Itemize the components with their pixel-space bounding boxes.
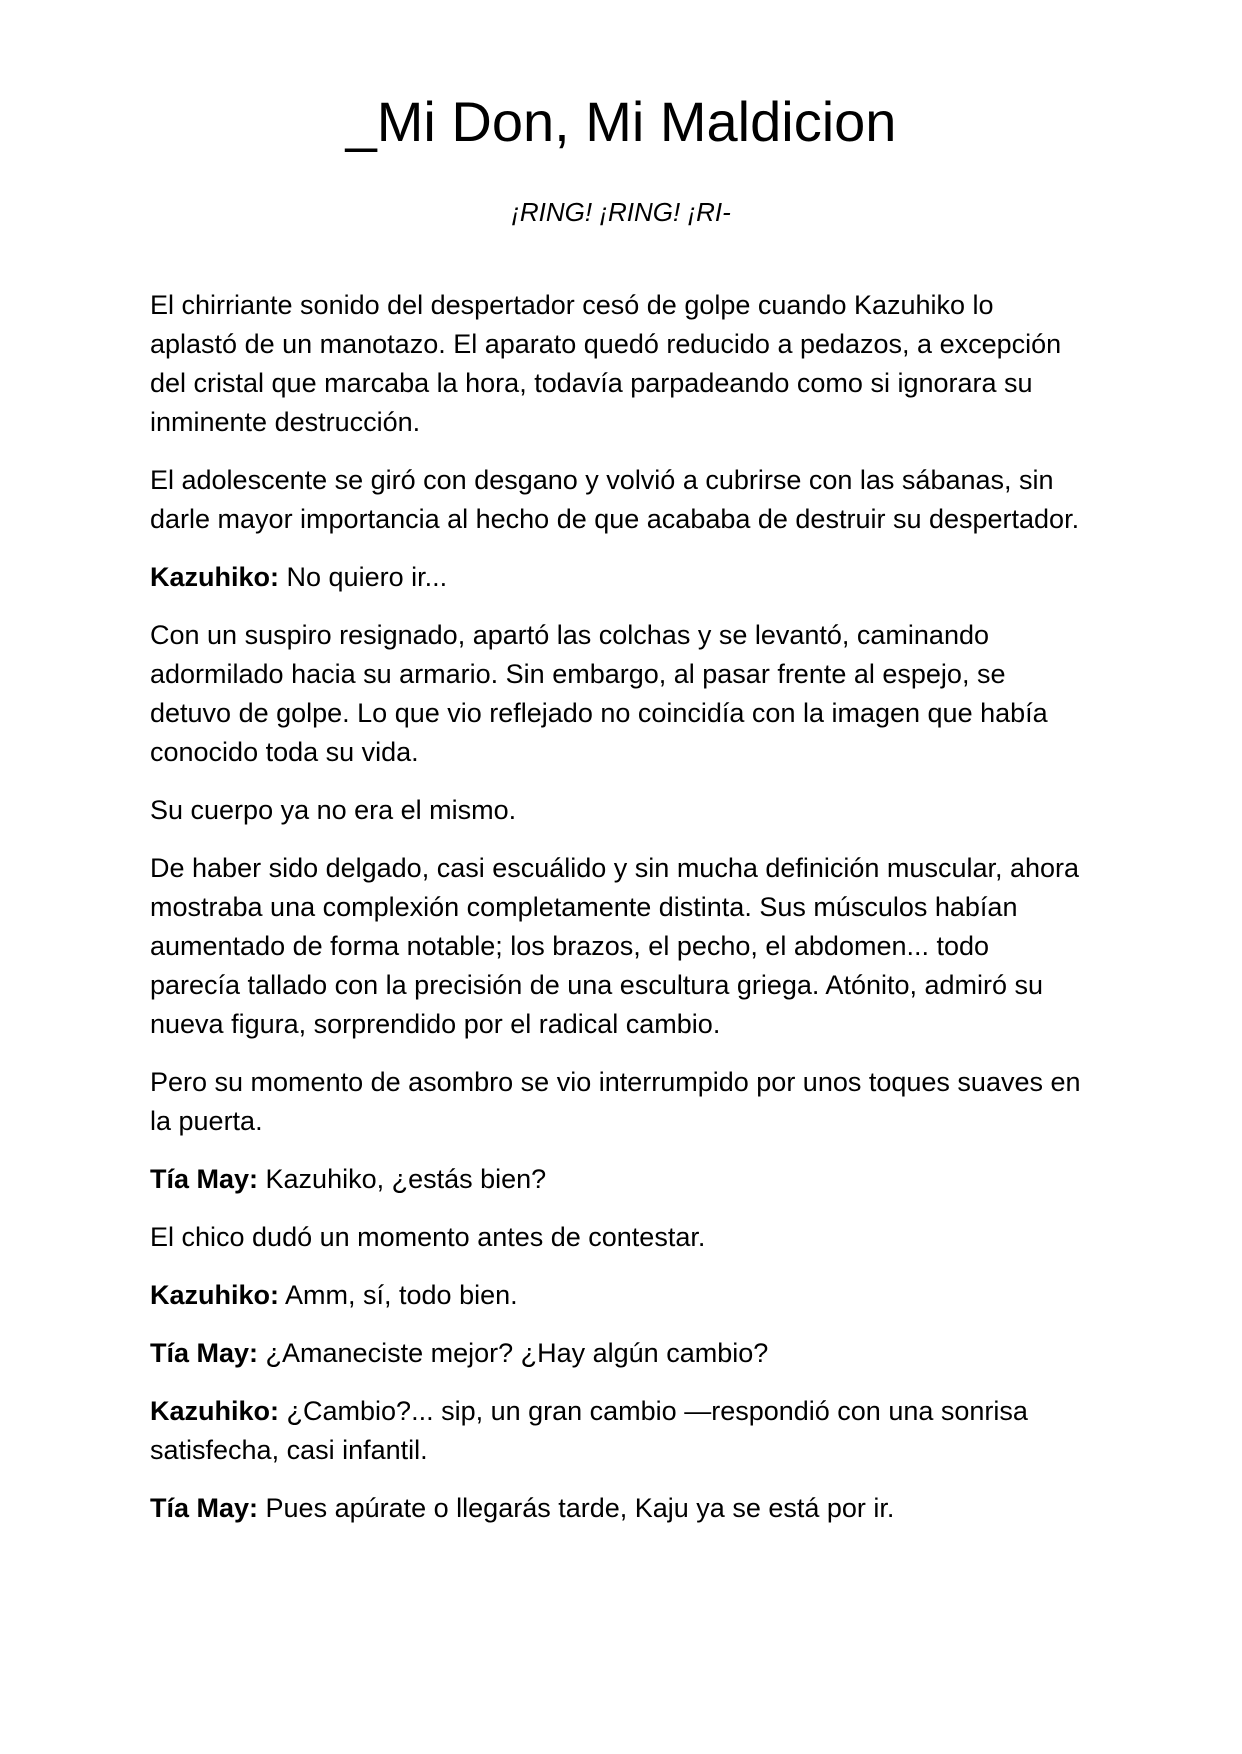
dialog-paragraph: Tía May: Kazuhiko, ¿estás bien? xyxy=(150,1164,547,1194)
speaker-label: Kazuhiko: xyxy=(150,562,280,592)
document-body xyxy=(150,286,1084,1528)
narration-paragraph: Su cuerpo ya no era el mismo. xyxy=(150,795,517,825)
speaker-label: Tía May: xyxy=(150,1164,259,1194)
dialog-paragraph: Kazuhiko: No quiero ir... xyxy=(150,562,448,592)
dialog-paragraph: Kazuhiko: ¿Cambio?... sip, un gran cambio —respondió con una sonrisa satisfecha, casi infantil. xyxy=(150,1396,1028,1465)
narration-paragraph: Pero su momento de asombro se vio interrumpido por unos toques suaves en la puerta. xyxy=(150,1067,1081,1136)
narration-paragraph: El chico dudó un momento antes de contestar. xyxy=(150,1222,706,1252)
dialog-paragraph: Tía May: ¿Amaneciste mejor? ¿Hay algún cambio? xyxy=(150,1338,769,1368)
narration-paragraph: El chirriante sonido del despertador cesó de golpe cuando Kazuhiko lo aplastó de un manotazo. El aparato quedó reducido a pedazos, a excepción del cristal que marcaba la hora, todavía parpadeando como si ignorara su inminente destrucción. xyxy=(150,290,1062,437)
narration-paragraph: Con un suspiro resignado, apartó las colchas y se levantó, caminando adormilado hacia su armario. Sin embargo, al pasar frente al espejo, se detuvo de golpe. Lo que vio reflejado no coincidía con la imagen que había conocido toda su vida. xyxy=(150,620,1048,767)
narration-paragraph: De haber sido delgado, casi escuálido y sin mucha definición muscular, ahora mostraba una complexión completamente distinta. Sus músculos habían aumentado de forma notable; los brazos, el pecho, el abdomen... todo parecía tallado con la precisión de una escultura griega. Atónito, admiró su nueva figura, sorprendido por el radical cambio. xyxy=(150,853,1080,1039)
narration-paragraph: El adolescente se giró con desgano y volvió a cubrirse con las sábanas, sin darle mayor importancia al hecho de que acababa de destruir su despertador. xyxy=(150,465,1080,534)
speaker-label: Tía May: xyxy=(150,1338,259,1368)
dialog-paragraph: Tía May: Pues apúrate o llegarás tarde, Kaju ya se está por ir. xyxy=(150,1493,895,1523)
speaker-label: Tía May: xyxy=(150,1493,259,1523)
document-subtitle: ¡RING! ¡RING! ¡RI- xyxy=(511,197,731,227)
speaker-label: Kazuhiko: xyxy=(150,1280,280,1310)
document-title: _Mi Don, Mi Maldicion xyxy=(345,90,897,153)
speaker-label: Kazuhiko: xyxy=(150,1396,280,1426)
dialog-paragraph: Kazuhiko: Amm, sí, todo bien. xyxy=(150,1280,518,1310)
